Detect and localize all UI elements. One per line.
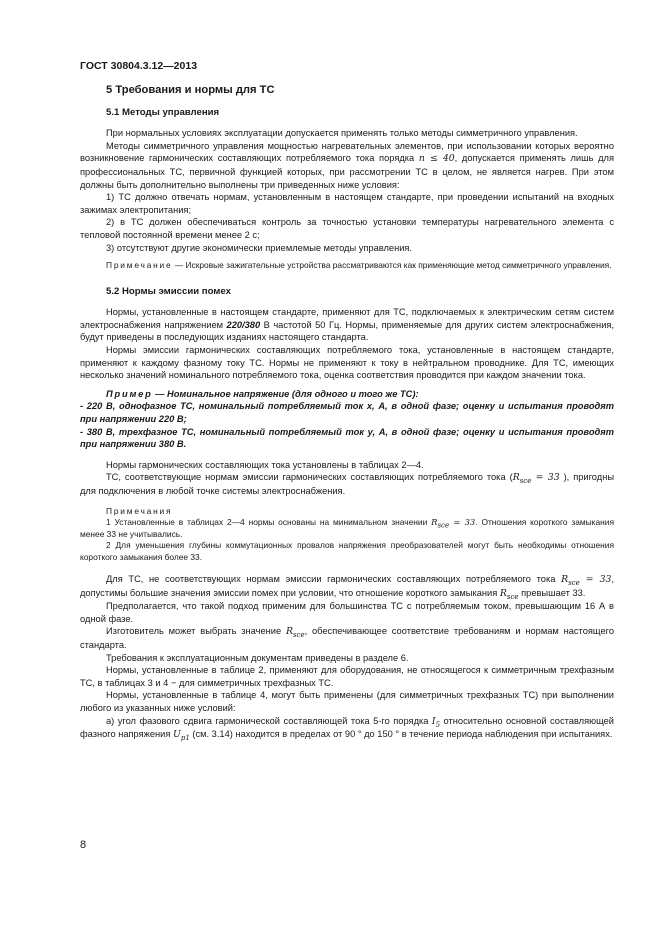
paragraph: Нормы, установленные в таблице 2, применяют для оборудования, не относящегося к симметричным трехфазным ТС, в таблицах 3 и 4 − для симметричных трехфазных ТС. bbox=[80, 665, 614, 688]
list-item: 1) ТС должно отвечать нормам, установленным в настоящем стандарте, при проведении испытаний на входных зажимах электропитания; bbox=[80, 192, 614, 215]
note-item: 1 Установленные в таблицах 2—4 нормы основаны на минимальном значении $R_{sce} = 33$. Отношения короткого замыкания менее 33 не учитывались. bbox=[80, 517, 614, 539]
section-5-1-title: 5.1 Методы управления bbox=[106, 106, 220, 118]
paragraph: Требования к эксплуатационным документам приведены в разделе 6. bbox=[106, 652, 409, 663]
voltage-value: 220/380 bbox=[226, 319, 261, 330]
paragraph: Методы симметричного управления мощностью нагревательных элементов, при использовании которых вероятно возникновение гармонических составляющих потребляемого тока порядка n ≤ 40, допускается применять лишь для профессиональных ТС, первичной функцией которых, при рассмотрении ТС в целом, не является нагрев. При этом должны быть дополнительно выполнены три приведенных ниже условия: bbox=[80, 140, 614, 190]
section-5-2-title: 5.2 Нормы эмиссии помех bbox=[106, 285, 231, 297]
note-label: Примечание bbox=[106, 260, 173, 271]
example-line: - 220 В, однофазное ТС, номинальный потребляемый ток x, А, в одной фазе; оценку и испытания проводят при напряжении 220 В; bbox=[80, 401, 614, 424]
section-5-title: 5 Требования и нормы для ТС bbox=[106, 84, 275, 96]
example-label: Пример bbox=[106, 388, 153, 399]
list-item: 2) в ТС должен обеспечиваться контроль за точностью установки температуры нагревательного элемента с тепловой постоянной времени менее 2 с; bbox=[80, 217, 614, 240]
note-item: 2 Для уменьшения глубины коммутационных провалов напряжения преобразователей могут быть необходимы отношения короткого замыкания более 33. bbox=[80, 540, 614, 562]
paragraph: Для ТС, не соответствующих нормам эмиссии гармонических составляющих потребляемого тока $R_{sce} = 33$, допустимы большие значения эмиссии помех при условии, что отношение короткого замыкания $R_{sce}$ превышает 33. bbox=[80, 574, 614, 601]
paragraph: Предполагается, что такой подход применим для большинства ТС с потребляемым током, превышающим 16 А в одной фазе. bbox=[80, 601, 614, 624]
example-block: Пример — Номинальное напряжение (для одного и того же ТС): bbox=[106, 388, 419, 399]
paragraph: При нормальных условиях эксплуатации допускается применять только методы симметричного управления. bbox=[106, 128, 578, 139]
paragraph: Нормы, установленные в таблице 4, могут быть применены (для симметричных трехфазных ТС) при выполнении любого из указанных ниже условий: bbox=[80, 690, 614, 713]
harmonic-order-formula: n ≤ 40 bbox=[418, 153, 455, 165]
paragraph: ТС, соответствующие нормам эмиссии гармонических составляющих потребляемого тока ($R_{sce} = 33$ ), пригодны для подключения в любой точке системы электроснабжения. bbox=[80, 472, 615, 496]
page-number: 8 bbox=[80, 839, 87, 851]
paragraph: Нормы гармонических составляющих тока установлены в таблицах 2—4. bbox=[106, 459, 424, 470]
paragraph: Нормы, установленные в настоящем стандарте, применяют для ТС, подключаемых к электрическим сетям систем электроснабжения напряжением 220/380 В частотой 50 Гц. Нормы, применяемые для других систем электроснабжения, будут приведены в последующих изданиях настоящего стандарта. bbox=[80, 307, 615, 343]
paragraph: Нормы эмиссии гармонических составляющих потребляемого тока, установленные в настоящем стандарте, применяют к каждому фазному току ТС. Нормы не применяют к току в нейтральном проводнике. Для ТС, имеющих несколько значений номинального потребляемого тока, оценка соответствия проводится при каждом значении тока. bbox=[80, 345, 614, 381]
note: Примечание — Искровые зажигательные устройства рассматриваются как применяющие метод симметричного управления. bbox=[106, 260, 612, 271]
page-content bbox=[80, 84, 614, 742]
list-item: 3) отсутствуют другие экономически приемлемые методы управления. bbox=[106, 242, 413, 253]
notes-label: Примечания bbox=[106, 505, 173, 516]
paragraph: а) угол фазового сдвига гармонической составляющей тока 5-го порядка $I_5$ относительно основной составляющей фазного напряжения $U_{p1}$ (см. 3.14) находится в пределах от 90 ° до 150 ° в течение периода наблюдения при испытаниях. bbox=[80, 715, 614, 743]
paragraph: Изготовитель может выбрать значение $R_{sce}$, обеспечивающее соответствие требованиям и нормам настоящего стандарта. bbox=[80, 626, 614, 650]
example-line: - 380 В, трехфазное ТС, номинальный потребляемый ток y, А, в одной фазе; оценку и испытания проводят при напряжении 380 В. bbox=[80, 426, 614, 450]
document-code-header: ГОСТ 30804.3.12—2013 bbox=[80, 60, 198, 72]
